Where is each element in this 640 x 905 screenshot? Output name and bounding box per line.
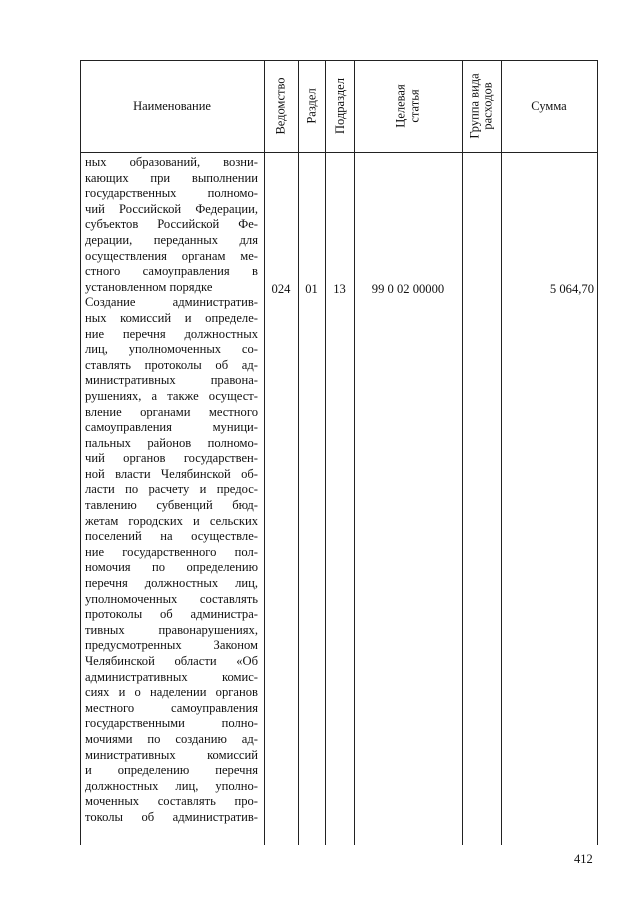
cell-subsection: 13 (333, 282, 346, 296)
name-line: рушениях, а также осущест- (85, 388, 258, 403)
name-line: токолы об административ- (85, 809, 258, 824)
name-line: установленном порядке (85, 279, 213, 294)
name-line: тивных правонарушениях, (85, 622, 258, 637)
column-divider (501, 60, 502, 845)
name-line: Создание административ- (85, 295, 258, 310)
header-target-item-line2: статья (408, 89, 422, 123)
header-name-text: Наименование (133, 99, 211, 113)
header-department-text: Ведомство (274, 77, 288, 135)
name-line: лиц, уполномоченных со- (85, 342, 258, 357)
header-department (264, 60, 298, 152)
name-line: пальных районов полномо- (85, 435, 258, 450)
header-expense-group-line1: Группа вида (467, 73, 482, 139)
column-divider (462, 60, 463, 845)
name-line: государственных полномо- (85, 186, 258, 201)
name-line: моченных составлять про- (85, 794, 258, 809)
cell-section: 01 (305, 282, 318, 296)
name-line: административных комис- (85, 669, 258, 684)
cell-sum: 5 064,70 (549, 282, 594, 296)
header-section-text: Раздел (304, 88, 319, 124)
name-line: министративных правона- (85, 373, 258, 388)
name-line: местного самоуправления (85, 700, 258, 715)
name-line: чий Российской Федерации, (85, 201, 258, 216)
name-line: осуществления органам ме- (85, 248, 258, 263)
name-line: стного самоуправления в (85, 264, 258, 279)
header-sum (501, 60, 597, 152)
cell-department: 024 (271, 282, 291, 296)
name-line: ных образований, возни- (85, 155, 258, 169)
name-line: жетам городских и сельских (85, 513, 258, 528)
name-line: и определению перечня (85, 763, 258, 778)
name-line: вление органами местного (85, 404, 258, 419)
name-line: ной власти Челябинской об- (85, 466, 258, 481)
name-line: уполномоченных составлять (85, 591, 258, 606)
table-border-right (597, 60, 598, 845)
header-target-item (354, 60, 462, 152)
name-line: ние перечня должностных (85, 326, 258, 341)
name-line: мочиями по созданию ад- (85, 731, 258, 746)
column-divider (354, 60, 355, 845)
name-line: сиях и о наделении органов (85, 685, 258, 700)
page-number: 412 (574, 852, 593, 866)
header-sum-text: Сумма (531, 99, 567, 113)
column-divider (264, 60, 265, 845)
name-line: номочия по определению (85, 560, 258, 575)
header-expense-group-line2: расходов (480, 82, 495, 130)
header-subsection-text: Подраздел (332, 78, 347, 134)
header-target-item-line1: Целевая (394, 84, 408, 128)
header-name (80, 60, 264, 152)
name-column-text (85, 155, 258, 826)
name-line: дерации, переданных для (85, 232, 258, 247)
name-line: ных комиссий и определе- (85, 310, 258, 325)
name-line: перечня должностных лиц, (85, 576, 258, 591)
name-line: ние государственного пол- (85, 544, 258, 559)
column-divider (325, 60, 326, 845)
name-line: ставлять протоколы об ад- (85, 357, 258, 372)
header-divider (80, 152, 598, 153)
name-line: ласти по расчету и предос- (85, 482, 258, 497)
table-border-left (80, 60, 81, 845)
name-line: должностных лиц, уполно- (85, 778, 258, 793)
cell-target-item: 99 0 02 00000 (371, 282, 445, 296)
name-line: самоуправления муници- (85, 420, 258, 435)
header-section (298, 60, 325, 152)
name-line: кающих при выполнении (85, 170, 258, 185)
name-line: поселений на осуществле- (85, 529, 258, 544)
name-line: чий органов государствен- (85, 451, 258, 466)
name-line: предусмотренных Законом (85, 638, 258, 653)
budget-table (80, 60, 598, 845)
name-line: тавлению субвенций бюд- (85, 498, 258, 513)
name-line: министративных комиссий (85, 747, 258, 762)
name-line: государственными полно- (85, 716, 258, 731)
column-divider (298, 60, 299, 845)
header-expense-group (462, 60, 501, 152)
header-subsection (325, 60, 354, 152)
name-line: протоколы об администра- (85, 607, 258, 622)
name-line: субъектов Российской Фе- (85, 217, 258, 232)
name-line: Челябинской области «Об (85, 654, 258, 668)
